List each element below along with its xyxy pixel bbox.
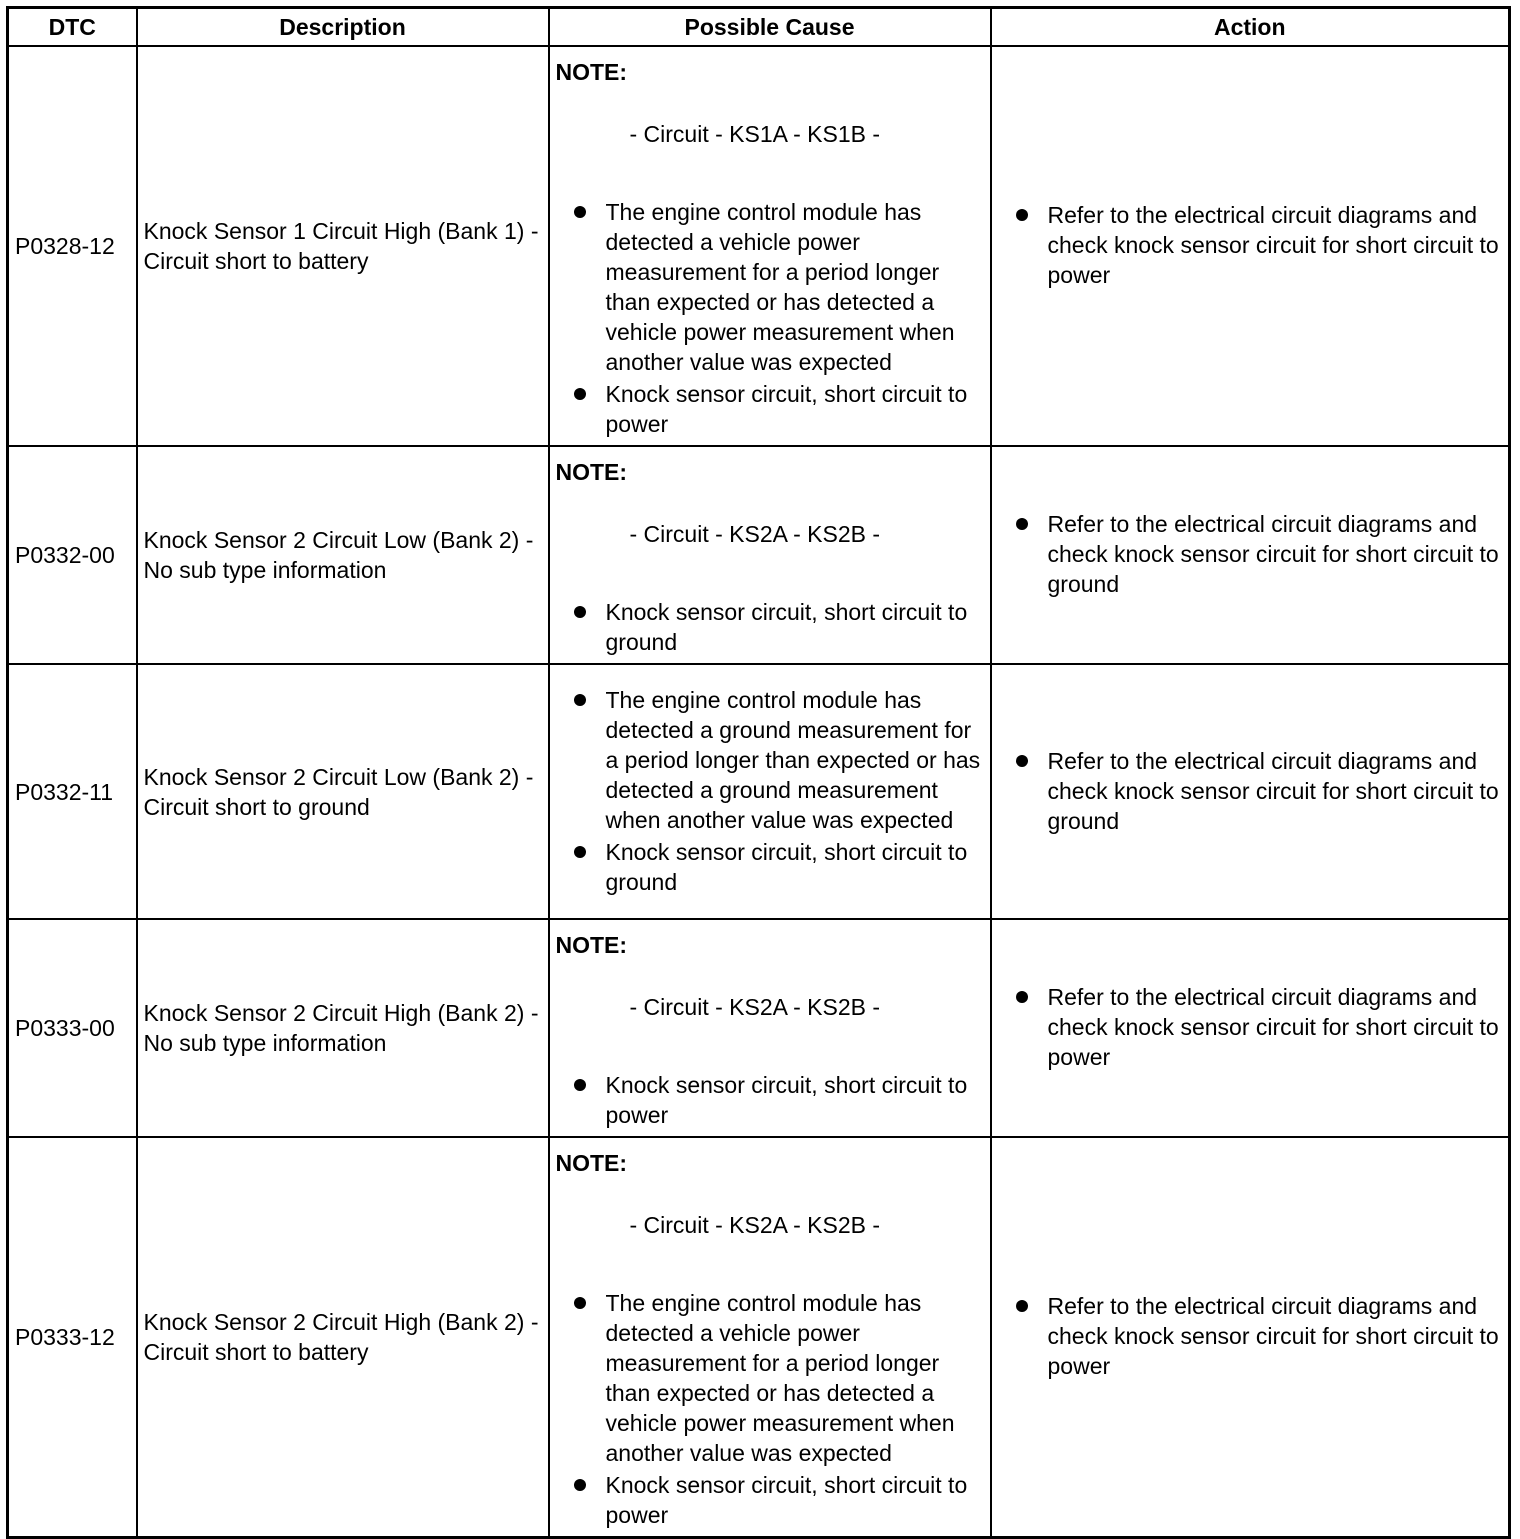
table-row	[8, 1137, 1510, 1538]
note-label: NOTE:	[555, 59, 628, 85]
circuit-reference: - Circuit - KS2A - KS2B -	[629, 1212, 881, 1238]
action-item: Refer to the electrical circuit diagrams and check knock sensor circuit for short circuit to power	[1012, 200, 1501, 290]
cause-list	[556, 685, 984, 897]
action-item: Refer to the electrical circuit diagrams and check knock sensor circuit for short circuit to power	[1012, 982, 1501, 1072]
cause-item: Knock sensor circuit, short circuit to ground	[556, 837, 984, 897]
dtc-description: Knock Sensor 2 Circuit Low (Bank 2) - No sub type information	[137, 446, 549, 664]
action-cell	[991, 446, 1510, 664]
cause-item: Knock sensor circuit, short circuit to ground	[556, 597, 984, 657]
dtc-description: Knock Sensor 2 Circuit High (Bank 2) - Circuit short to battery	[137, 1137, 549, 1538]
possible-cause-cell	[549, 1137, 991, 1538]
action-cell	[991, 664, 1510, 919]
possible-cause-cell	[549, 446, 991, 664]
table-header-row	[8, 8, 1510, 47]
header-possible-cause: Possible Cause	[549, 8, 991, 47]
cause-item: The engine control module has detected a ground measurement for a period longer than expected or has detected a ground measurement when another value was expected	[556, 685, 984, 835]
table-row	[8, 919, 1510, 1137]
action-list	[1012, 509, 1501, 599]
circuit-reference: - Circuit - KS1A - KS1B -	[629, 121, 881, 147]
note-label: NOTE:	[555, 1150, 628, 1176]
action-list	[1012, 746, 1501, 836]
action-list	[1012, 982, 1501, 1072]
dtc-code: P0332-11	[8, 664, 137, 919]
note-label: NOTE:	[555, 932, 628, 958]
cause-list	[556, 1288, 984, 1530]
dtc-code: P0333-12	[8, 1137, 137, 1538]
possible-cause-cell	[549, 46, 991, 446]
possible-cause-cell	[549, 664, 991, 919]
dtc-code: P0333-00	[8, 919, 137, 1137]
dtc-code: P0328-12	[8, 46, 137, 446]
action-cell	[991, 1137, 1510, 1538]
dtc-description: Knock Sensor 2 Circuit High (Bank 2) - No sub type information	[137, 919, 549, 1137]
table-row	[8, 446, 1510, 664]
dtc-description: Knock Sensor 1 Circuit High (Bank 1) - Circuit short to battery	[137, 46, 549, 446]
circuit-reference: - Circuit - KS2A - KS2B -	[629, 521, 881, 547]
action-item: Refer to the electrical circuit diagrams and check knock sensor circuit for short circuit to power	[1012, 1291, 1501, 1381]
action-list	[1012, 1291, 1501, 1381]
action-item: Refer to the electrical circuit diagrams and check knock sensor circuit for short circuit to ground	[1012, 746, 1501, 836]
cause-item: The engine control module has detected a vehicle power measurement for a period longer than expected or has detected a vehicle power measurement when another value was expected	[556, 1288, 984, 1468]
header-dtc: DTC	[8, 8, 137, 47]
circuit-reference: - Circuit - KS2A - KS2B -	[629, 994, 881, 1020]
dtc-table	[6, 6, 1511, 1539]
cause-item: Knock sensor circuit, short circuit to power	[556, 1470, 984, 1530]
cause-item: Knock sensor circuit, short circuit to power	[556, 1070, 984, 1130]
action-cell	[991, 46, 1510, 446]
possible-cause-cell	[549, 919, 991, 1137]
action-list	[1012, 200, 1501, 290]
dtc-description: Knock Sensor 2 Circuit Low (Bank 2) - Circuit short to ground	[137, 664, 549, 919]
action-cell	[991, 919, 1510, 1137]
header-description: Description	[137, 8, 549, 47]
table-row	[8, 46, 1510, 446]
dtc-table-container	[6, 6, 1511, 1539]
cause-item: The engine control module has detected a vehicle power measurement for a period longer than expected or has detected a vehicle power measurement when another value was expected	[556, 197, 984, 377]
header-action: Action	[991, 8, 1510, 47]
note-label: NOTE:	[555, 459, 628, 485]
cause-list	[556, 597, 984, 657]
action-item: Refer to the electrical circuit diagrams and check knock sensor circuit for short circuit to ground	[1012, 509, 1501, 599]
cause-item: Knock sensor circuit, short circuit to power	[556, 379, 984, 439]
table-row	[8, 664, 1510, 919]
dtc-code: P0332-00	[8, 446, 137, 664]
cause-list	[556, 197, 984, 439]
cause-list	[556, 1070, 984, 1130]
